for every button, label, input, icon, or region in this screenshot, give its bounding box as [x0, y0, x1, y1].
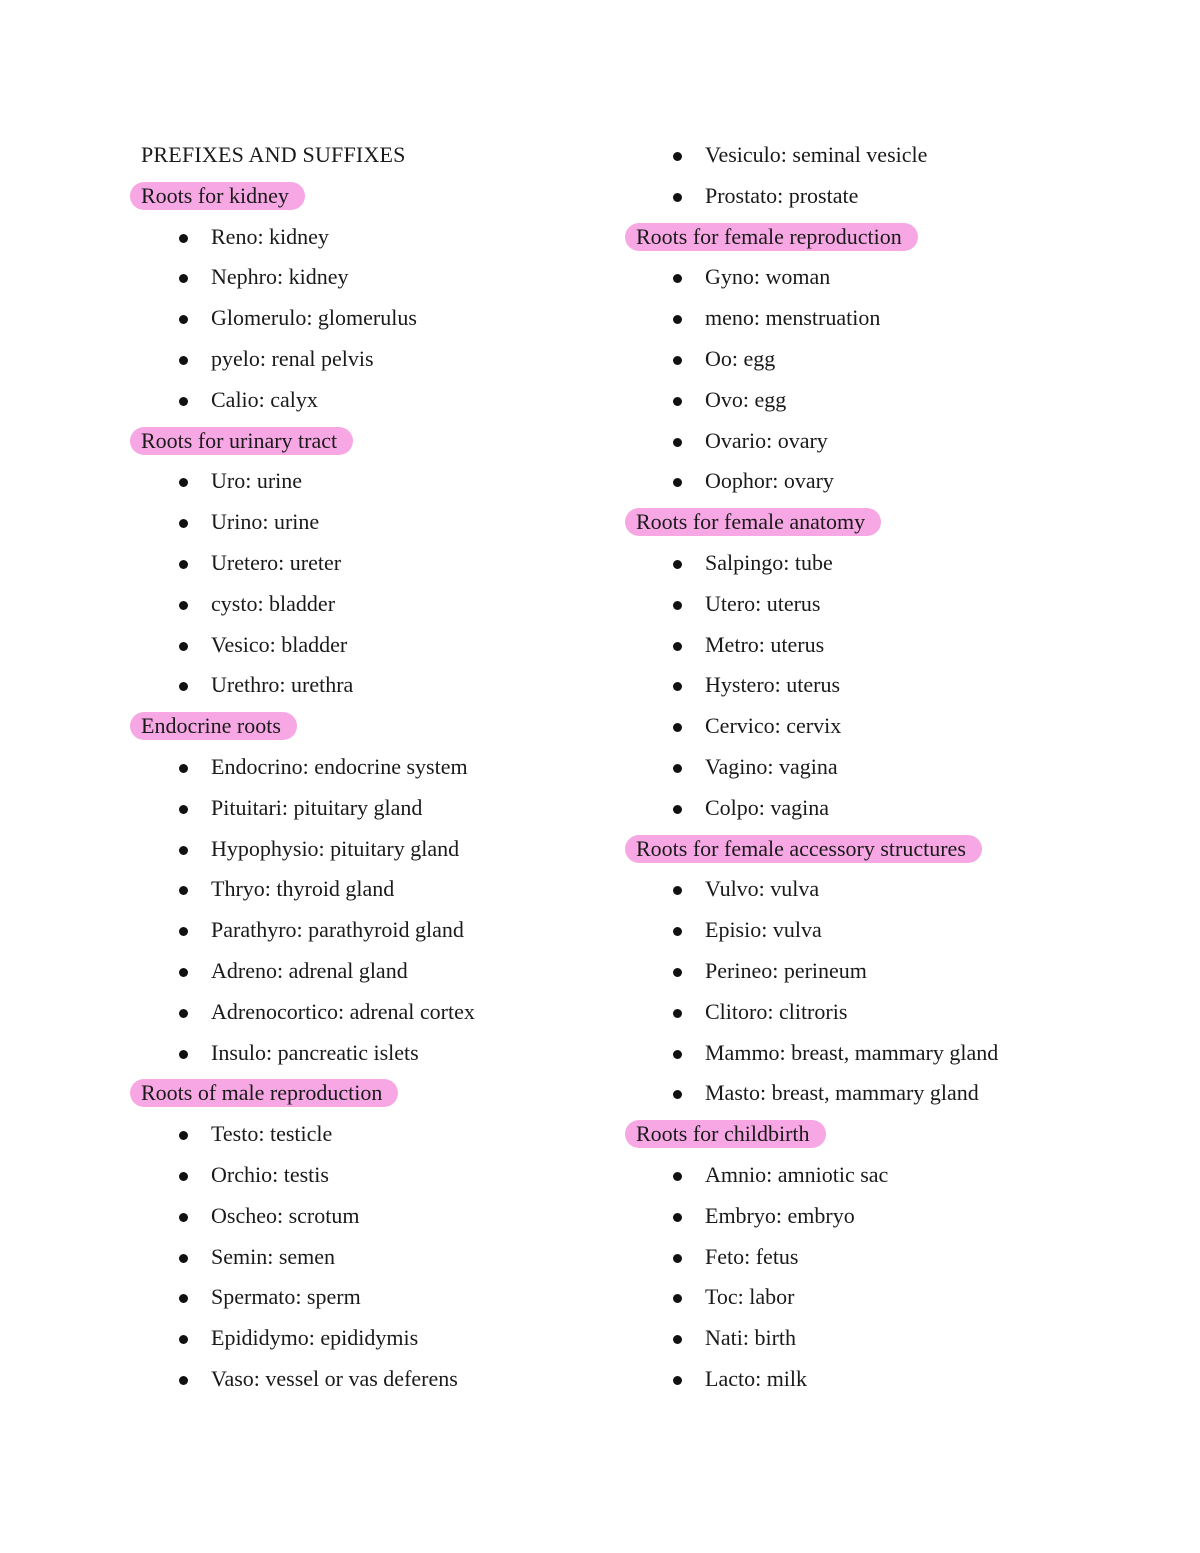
list-item-text: Utero: uterus: [705, 590, 821, 616]
list-item-text: Vaso: vessel or vas deferens: [211, 1365, 458, 1391]
bullet-icon: [673, 601, 682, 610]
section: [625, 217, 1165, 503]
bullet-icon: [673, 1376, 682, 1385]
list-item: [130, 1114, 610, 1155]
list-item-text: pyelo: renal pelvis: [211, 345, 374, 371]
bullet-icon: [673, 478, 682, 487]
list-item: [130, 543, 610, 584]
section-heading: Roots for female accessory structures: [625, 835, 982, 863]
list-item: [130, 1155, 610, 1196]
continued-list: [625, 135, 1165, 217]
section: [130, 706, 610, 1073]
bullet-icon: [179, 560, 188, 569]
bullet-icon: [179, 886, 188, 895]
list-item-text: Insulo: pancreatic islets: [211, 1039, 419, 1065]
bullet-icon: [673, 1335, 682, 1344]
list-item-text: Gyno: woman: [705, 264, 831, 290]
bullet-icon: [179, 1254, 188, 1263]
list-item: [625, 992, 1165, 1033]
list-item-text: Vagino: vagina: [705, 753, 838, 779]
bullet-icon: [179, 315, 188, 324]
list-item-text: Metro: uterus: [705, 631, 825, 657]
section-heading-row: [130, 1073, 610, 1114]
list-item-text: meno: menstruation: [705, 305, 881, 331]
list-item: [130, 910, 610, 951]
section: [625, 1114, 1165, 1400]
list-item: [625, 788, 1165, 829]
list-item-text: Amnio: amniotic sac: [705, 1161, 889, 1187]
list-item-text: Nati: birth: [705, 1325, 797, 1351]
list-item: [625, 135, 1165, 176]
bullet-icon: [179, 478, 188, 487]
list-item-text: Colpo: vagina: [705, 794, 830, 820]
list-item-text: Vulvo: vulva: [705, 876, 820, 902]
list-item-text: Spermato: sperm: [211, 1284, 361, 1310]
bullet-icon: [673, 927, 682, 936]
list-item: [130, 584, 610, 625]
list-item: [130, 461, 610, 502]
bullet-icon: [179, 927, 188, 936]
bullet-icon: [179, 846, 188, 855]
list-item: [130, 1196, 610, 1237]
list-item: [130, 951, 610, 992]
list-item: [625, 1237, 1165, 1278]
bullet-icon: [179, 682, 188, 691]
left-sections: [130, 176, 610, 1400]
list-item: [130, 502, 610, 543]
bullet-icon: [179, 234, 188, 243]
list-item: [625, 1033, 1165, 1074]
list-item: [625, 910, 1165, 951]
list-item: [130, 829, 610, 870]
list-item: [130, 1237, 610, 1278]
list-item: [130, 1318, 610, 1359]
list-item: [130, 747, 610, 788]
section-heading: Roots of male reproduction: [130, 1079, 398, 1107]
section: [625, 502, 1165, 828]
list-item: [625, 421, 1165, 462]
list-item-text: Masto: breast, mammary gland: [705, 1080, 979, 1106]
list-item: [625, 1318, 1165, 1359]
list-item-text: Hystero: uterus: [705, 672, 841, 698]
bullet-icon: [673, 723, 682, 732]
list-item-text: Ovario: ovary: [705, 427, 828, 453]
list-item-text: Pituitari: pituitary gland: [211, 794, 423, 820]
bullet-icon: [673, 1090, 682, 1099]
list-item: [625, 257, 1165, 298]
section-heading-row: [625, 502, 1165, 543]
bullet-icon: [673, 1254, 682, 1263]
list-item: [625, 625, 1165, 666]
bullet-icon: [179, 968, 188, 977]
bullet-icon: [179, 764, 188, 773]
bullet-icon: [179, 1294, 188, 1303]
list-item-text: Uretero: ureter: [211, 549, 342, 575]
list-item: [130, 1359, 610, 1400]
bullet-icon: [673, 682, 682, 691]
list-item: [130, 869, 610, 910]
bullet-icon: [179, 1172, 188, 1181]
list-item-text: Reno: kidney: [211, 223, 329, 249]
list-item: [625, 380, 1165, 421]
bullet-icon: [179, 356, 188, 365]
list-item: [130, 339, 610, 380]
section-heading-row: [625, 829, 1165, 870]
list-item: [625, 176, 1165, 217]
list-item: [130, 1033, 610, 1074]
list-item: [130, 257, 610, 298]
list-item-text: Episio: vulva: [705, 917, 822, 943]
list-item-text: Adrenocortico: adrenal cortex: [211, 998, 475, 1024]
list-item-text: Toc: labor: [705, 1284, 795, 1310]
bullet-icon: [179, 1213, 188, 1222]
bullet-icon: [673, 1213, 682, 1222]
list-item-text: Semin: semen: [211, 1243, 336, 1269]
list-item: [625, 1277, 1165, 1318]
bullet-icon: [179, 519, 188, 528]
list-item: [625, 1359, 1165, 1400]
list-item: [625, 543, 1165, 584]
list-item-text: Prostato: prostate: [705, 182, 859, 208]
list-item: [130, 992, 610, 1033]
list-item: [625, 1073, 1165, 1114]
section: [130, 1073, 610, 1399]
list-item: [625, 584, 1165, 625]
list-item-text: Endocrino: endocrine system: [211, 753, 468, 779]
list-item-text: Mammo: breast, mammary gland: [705, 1039, 999, 1065]
section: [130, 176, 610, 421]
right-column: [625, 135, 1165, 1400]
list-item-text: Perineo: perineum: [705, 957, 867, 983]
section: [625, 829, 1165, 1115]
list-item: [130, 788, 610, 829]
bullet-icon: [673, 805, 682, 814]
bullet-icon: [673, 397, 682, 406]
section: [130, 421, 610, 707]
bullet-icon: [673, 274, 682, 283]
list-item-text: Thryo: thyroid gland: [211, 876, 395, 902]
list-item-text: Testo: testicle: [211, 1121, 333, 1147]
bullet-icon: [673, 1172, 682, 1181]
section-heading: Roots for female anatomy: [625, 508, 881, 536]
section-heading: Roots for female reproduction: [625, 223, 918, 251]
bullet-icon: [673, 315, 682, 324]
bullet-icon: [179, 601, 188, 610]
section-heading-row: [130, 176, 610, 217]
list-item: [130, 217, 610, 258]
list-item-text: Orchio: testis: [211, 1161, 329, 1187]
bullet-icon: [673, 642, 682, 651]
list-item-text: Ovo: egg: [705, 386, 787, 412]
bullet-icon: [179, 805, 188, 814]
list-item-text: Urino: urine: [211, 509, 320, 535]
bullet-icon: [179, 397, 188, 406]
bullet-icon: [179, 642, 188, 651]
list-item-text: Epididymo: epididymis: [211, 1325, 419, 1351]
section-heading-row: [625, 217, 1165, 258]
bullet-icon: [179, 1376, 188, 1385]
list-item-text: cysto: bladder: [211, 590, 336, 616]
section-heading: Endocrine roots: [130, 712, 297, 740]
list-item-text: Parathyro: parathyroid gland: [211, 917, 464, 943]
list-item: [130, 665, 610, 706]
bullet-icon: [179, 1050, 188, 1059]
section-heading-row: [625, 1114, 1165, 1155]
bullet-icon: [179, 1131, 188, 1140]
list-item: [130, 1277, 610, 1318]
list-item: [625, 706, 1165, 747]
list-item-text: Clitoro: clitroris: [705, 998, 848, 1024]
list-item-text: Oo: egg: [705, 345, 776, 371]
list-item: [130, 298, 610, 339]
list-item: [130, 625, 610, 666]
list-item-text: Calio: calyx: [211, 386, 318, 412]
list-item-text: Cervico: cervix: [705, 713, 842, 739]
bullet-icon: [673, 764, 682, 773]
list-item-text: Lacto: milk: [705, 1365, 808, 1391]
bullet-icon: [673, 560, 682, 569]
list-item-text: Salpingo: tube: [705, 549, 833, 575]
list-item-text: Feto: fetus: [705, 1243, 799, 1269]
list-item: [130, 380, 610, 421]
bullet-icon: [673, 356, 682, 365]
bullet-icon: [673, 1294, 682, 1303]
document-title: PREFIXES AND SUFFIXES: [141, 142, 406, 167]
list-item-text: Adreno: adrenal gland: [211, 957, 408, 983]
list-item-text: Oscheo: scrotum: [211, 1202, 360, 1228]
right-sections: [625, 217, 1165, 1400]
section-heading-row: [130, 706, 610, 747]
bullet-icon: [673, 152, 682, 161]
list-item-text: Nephro: kidney: [211, 264, 349, 290]
list-item: [625, 665, 1165, 706]
left-column: [130, 135, 610, 1400]
list-item-text: Urethro: urethra: [211, 672, 354, 698]
list-item-text: Oophor: ovary: [705, 468, 834, 494]
list-item-text: Uro: urine: [211, 468, 303, 494]
list-item: [625, 1155, 1165, 1196]
list-item-text: Vesiculo: seminal vesicle: [705, 142, 928, 167]
bullet-icon: [179, 1009, 188, 1018]
list-item: [625, 747, 1165, 788]
list-item-text: Hypophysio: pituitary gland: [211, 835, 460, 861]
list-item: [625, 1196, 1165, 1237]
bullet-icon: [179, 1335, 188, 1344]
list-item: [625, 951, 1165, 992]
list-item-text: Embryo: embryo: [705, 1202, 855, 1228]
bullet-icon: [673, 438, 682, 447]
list-item-text: Glomerulo: glomerulus: [211, 305, 417, 331]
list-item: [625, 298, 1165, 339]
list-item: [625, 869, 1165, 910]
bullet-icon: [673, 886, 682, 895]
bullet-icon: [673, 1009, 682, 1018]
bullet-icon: [673, 193, 682, 202]
list-item: [625, 339, 1165, 380]
bullet-icon: [673, 968, 682, 977]
section-heading: Roots for childbirth: [625, 1120, 826, 1148]
list-item-text: Vesico: bladder: [211, 631, 348, 657]
section-heading: Roots for urinary tract: [130, 427, 353, 455]
section-heading-row: [130, 421, 610, 462]
bullet-icon: [673, 1050, 682, 1059]
bullet-icon: [179, 274, 188, 283]
section-heading: Roots for kidney: [130, 182, 305, 210]
list-item: [625, 461, 1165, 502]
